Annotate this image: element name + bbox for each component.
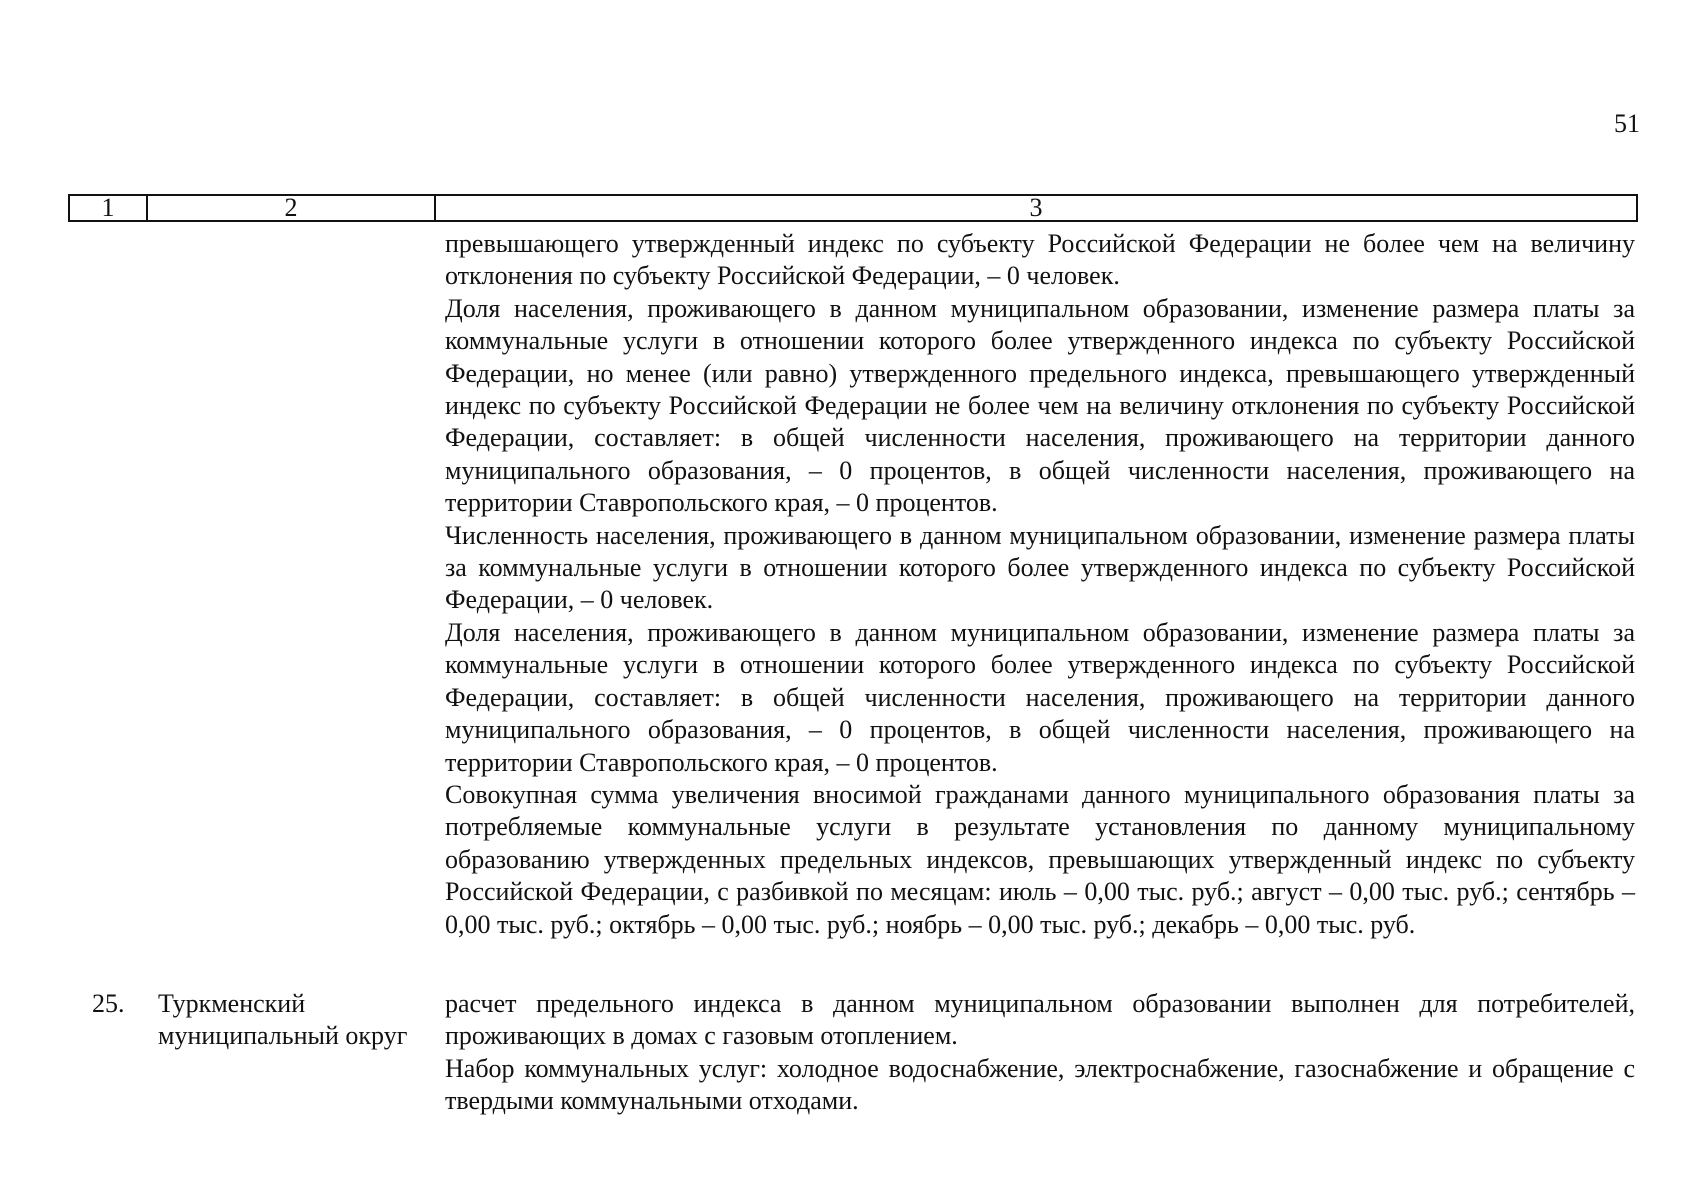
header-col-3: 3 xyxy=(435,195,1637,221)
paragraph: превышающего утвержденный индекс по субъекту Российской Федерации не более чем на величину отклонения по субъекту Российской Федерации, – 0 человек. xyxy=(445,229,1635,291)
row-25-text xyxy=(445,988,1635,1118)
row-number: 25. xyxy=(92,989,125,1018)
table-header-row xyxy=(69,195,1637,221)
table-header xyxy=(68,194,1638,222)
header-col-1: 1 xyxy=(69,195,147,221)
page-number: 51 xyxy=(1614,109,1640,138)
paragraph: расчет предельного индекса в данном муниципальном образовании выполнен для потребителей, проживающих в домах с газовым отоплением. xyxy=(445,989,1635,1051)
municipality-name: Туркменский муниципальный округ xyxy=(158,989,408,1051)
paragraph: Совокупная сумма увеличения вносимой гражданами данного муниципального образования платы за потребляемые коммунальные услуги в результате установления по данному муниципальному образованию утвержденных предельных индексов, превышающих утвержденный индекс по субъекту Российской Федерации, с разбивкой по месяцам: июль – 0,00 тыс. руб.; август – 0,00 тыс. руб.; сентябрь – 0,00 тыс. руб.; октябрь – 0,00 тыс. руб.; ноябрь – 0,00 тыс. руб.; декабрь – 0,00 тыс. руб. xyxy=(445,779,1635,939)
paragraph: Набор коммунальных услуг: холодное водоснабжение, электроснабжение, газоснабжение и обращение с твердыми коммунальными отходами. xyxy=(445,1053,1635,1116)
header-col-2: 2 xyxy=(147,195,435,221)
continuation-text xyxy=(445,228,1635,941)
paragraph: Численность населения, проживающего в данном муниципальном образовании, изменение размера платы за коммунальные услуги в отношении которого более утвержденного индекса по субъекту Российской Федерации, – 0 человек. xyxy=(445,520,1635,615)
paragraph: Доля населения, проживающего в данном муниципальном образовании, изменение размера платы за коммунальные услуги в отношении которого более утвержденного индекса по субъекту Российской Федерации, составляет: в общей численности населения, проживающего на территории данного муниципального образования, – 0 процентов, в общей численности населения, проживающего на территории Ставропольского края, – 0 процентов. xyxy=(445,617,1635,777)
paragraph: Доля населения, проживающего в данном муниципальном образовании, изменение размера платы за коммунальные услуги в отношении которого более утвержденного индекса по субъекту Российской Федерации, но менее (или равно) утвержденного предельного индекса, превышающего утвержденный индекс по субъекту Российской Федерации не более чем на величину отклонения по субъекту Российской Федерации, составляет: в общей численности населения, проживающего на территории данного муниципального образования, – 0 процентов, в общей численности населения, проживающего на территории Ставропольского края, – 0 процентов. xyxy=(445,293,1635,518)
